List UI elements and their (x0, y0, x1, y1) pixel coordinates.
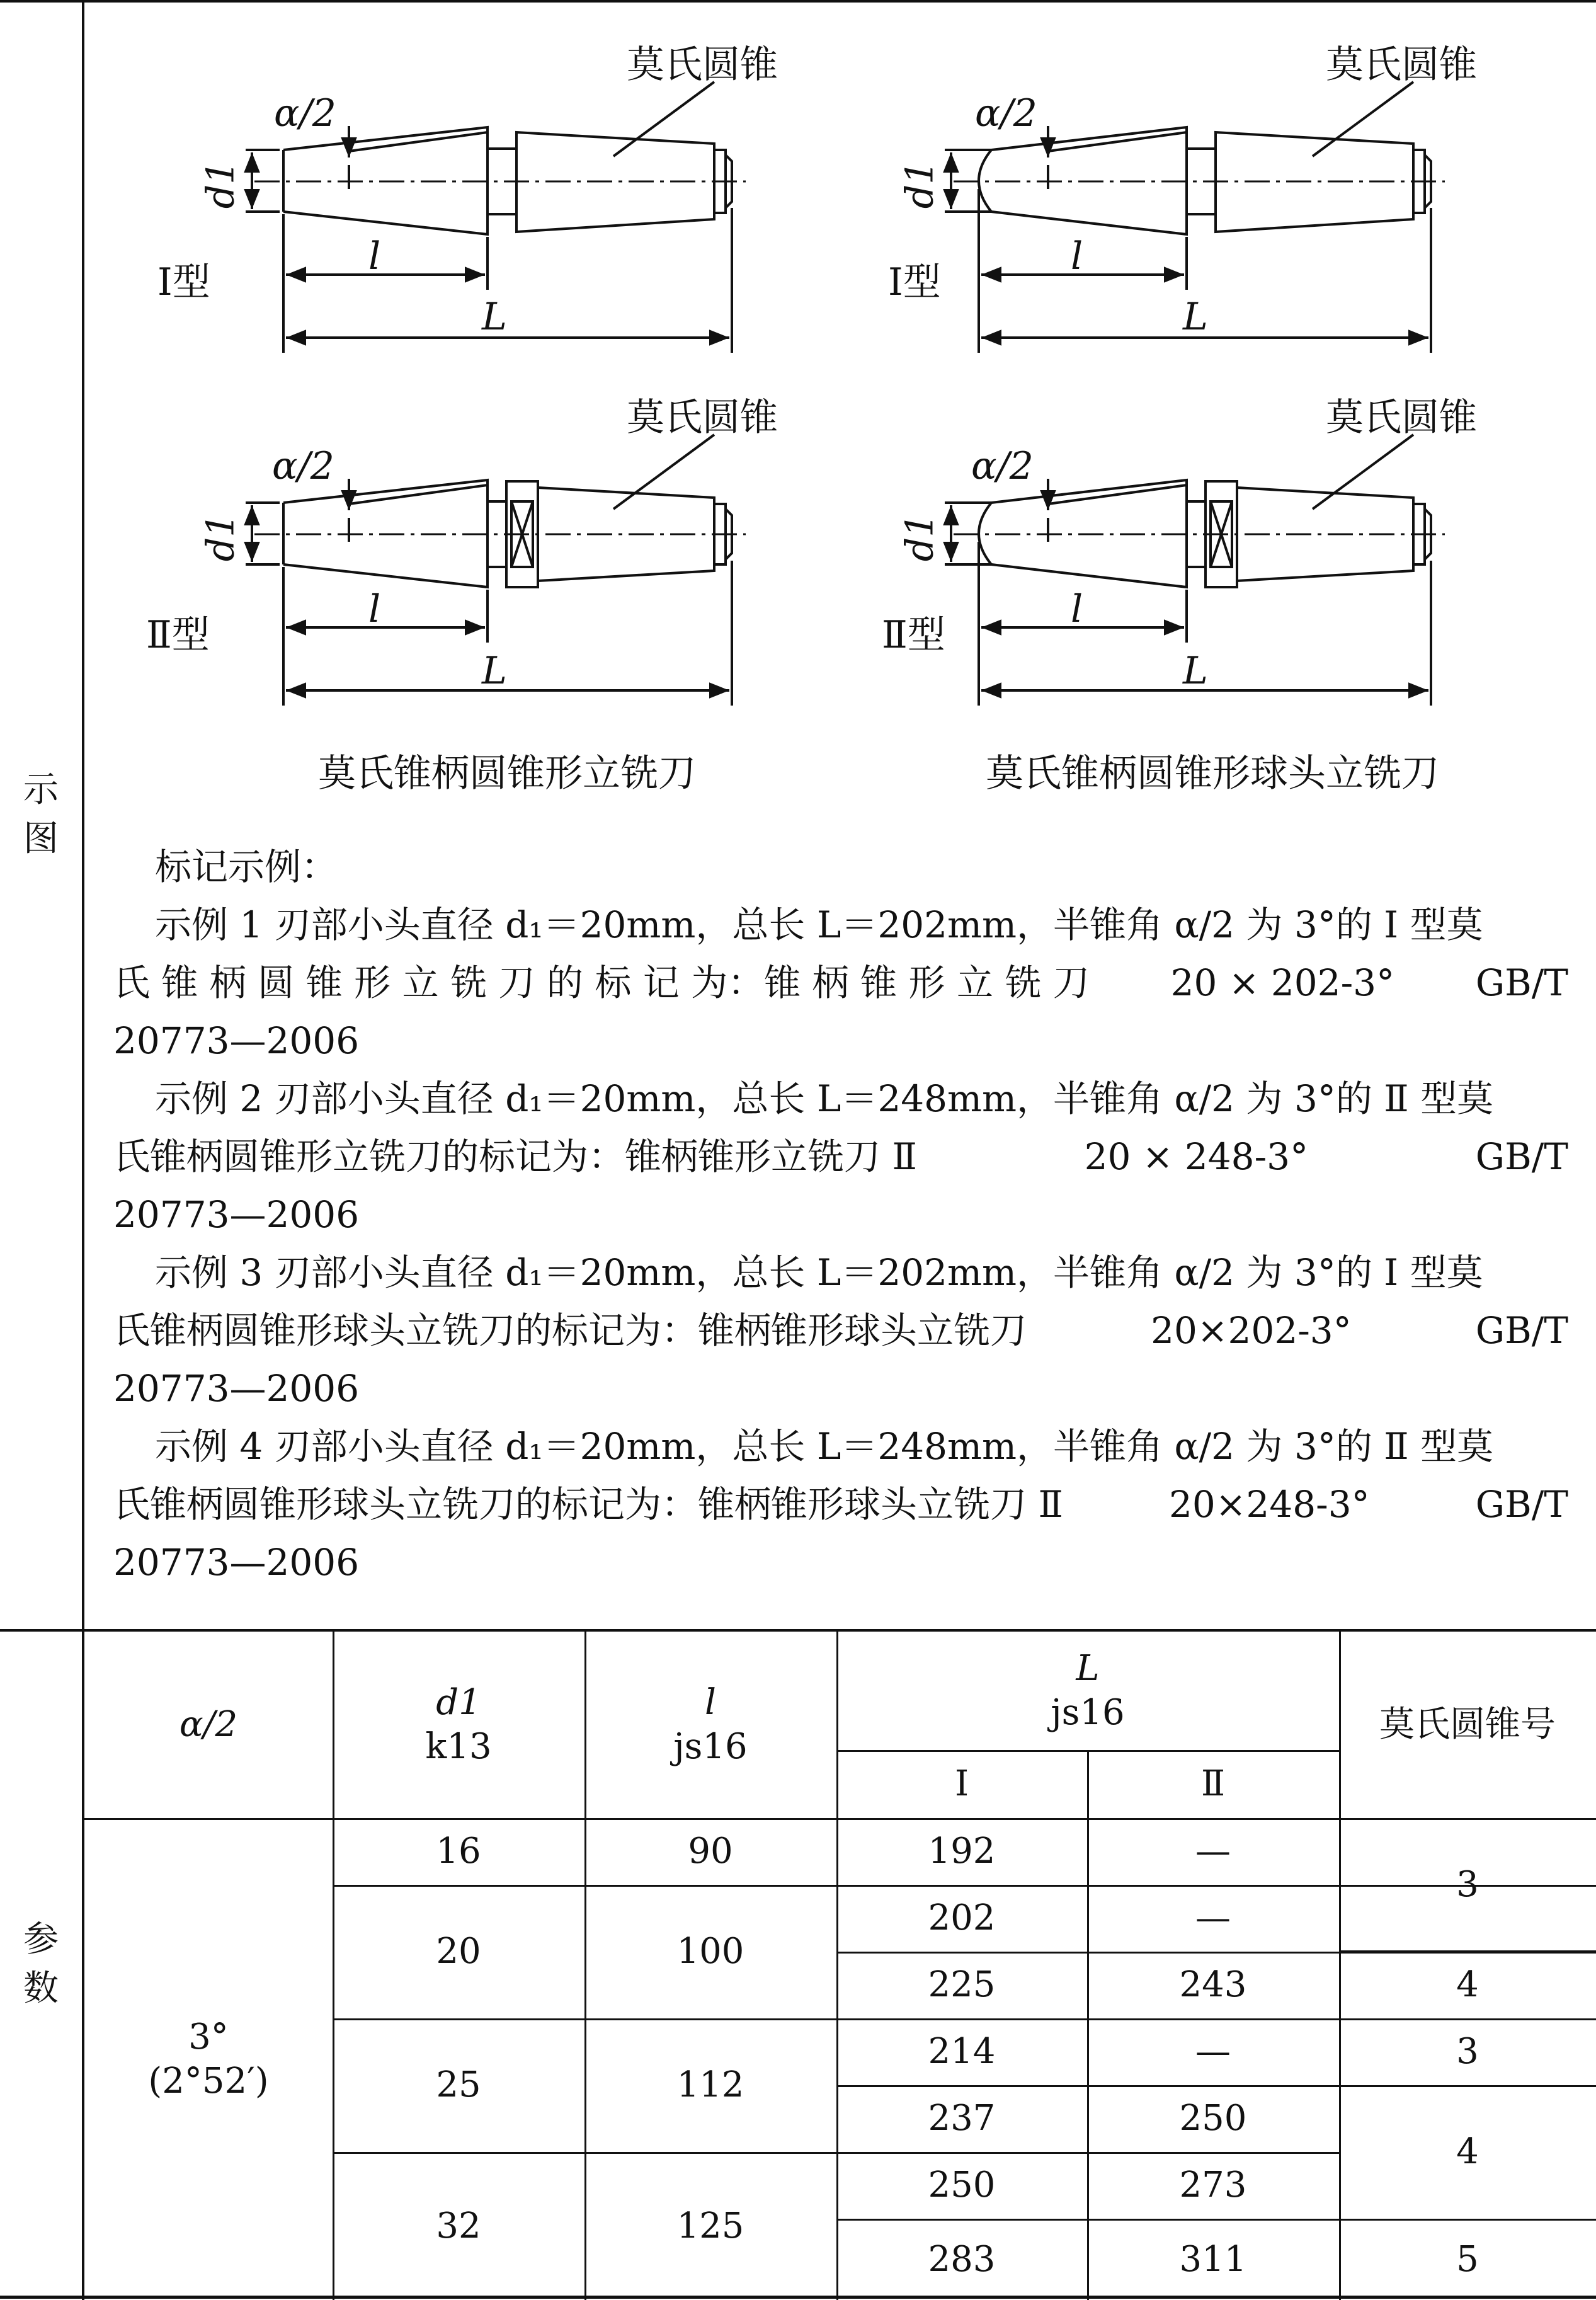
type-label-4: Ⅱ型 (882, 613, 945, 657)
td-L-II: — (1195, 2031, 1231, 2072)
td-morse: 4 (1456, 2131, 1479, 2172)
td-L-II: — (1195, 1897, 1231, 1938)
td-l: 100 (676, 1931, 744, 1972)
L-label-3: L (482, 649, 507, 693)
example-1-line1: 示例 1 刃部小头直径 d₁＝20mm，总长 L＝202mm，半锥角 α/2 为 3°的 Ⅰ 型莫 (155, 903, 1483, 946)
side-label-illustration: 示 图 (23, 769, 59, 859)
td-alpha: 3° (2°52′) (148, 2016, 269, 2102)
d1-label-4: d1 (898, 513, 942, 562)
type-label-2: Ⅰ型 (888, 260, 941, 304)
th-L-II: Ⅱ (1200, 1763, 1226, 1804)
alpha-label-2: α/2 (975, 91, 1037, 135)
alpha-label-4: α/2 (971, 444, 1034, 488)
example-3-line3: 20773—2006 (113, 1367, 360, 1410)
type-label-3: Ⅱ型 (146, 613, 210, 657)
td-morse: 4 (1456, 1964, 1479, 2005)
td-L-II: 273 (1179, 2165, 1247, 2206)
td-L-I: 214 (928, 2031, 996, 2072)
example-1-line3: 20773—2006 (113, 1019, 360, 1062)
th-d1: d1 k13 (425, 1682, 492, 1767)
td-morse: 3 (1456, 2031, 1479, 2072)
L-label-4: L (1183, 649, 1208, 693)
td-L-II: — (1195, 1831, 1231, 1872)
l-label-4: l (1071, 587, 1083, 631)
l-label-1: l (368, 234, 381, 278)
caption-right: 莫氏锥柄圆锥形球头立铣刀 (986, 752, 1439, 796)
td-l: 112 (676, 2064, 744, 2105)
td-L-I: 283 (928, 2238, 996, 2280)
marking-examples (113, 838, 1568, 1591)
example-1-line2: 氏 锥 柄 圆 锥 形 立 铣 刀 的 标 记 为：锥 柄 锥 形 立 铣 刀 20 × 202-3° GB/T (113, 961, 1568, 1004)
td-L-II: 250 (1179, 2098, 1247, 2139)
morse-label-3: 莫氏圆锥 (627, 396, 778, 440)
th-morse: 莫氏圆锥号 (1379, 1704, 1556, 1745)
l-label-2: l (1071, 234, 1083, 278)
td-d1: 16 (436, 1831, 481, 1872)
L-label-2: L (1183, 295, 1208, 339)
example-4-line3: 20773—2006 (113, 1541, 360, 1584)
d1-label-1: d1 (198, 160, 243, 209)
example-2-line2: 氏锥柄圆锥形立铣刀的标记为：锥柄锥形立铣刀 Ⅱ 20 × 248-3° GB/T (113, 1135, 1568, 1178)
example-4-line1: 示例 4 刃部小头直径 d₁＝20mm，总长 L＝248mm，半锥角 α/2 为 3°的 Ⅱ 型莫 (155, 1425, 1494, 1468)
example-4-line2: 氏锥柄圆锥形球头立铣刀的标记为：锥柄锥形球头立铣刀 Ⅱ 20×248-3° GB/T (113, 1483, 1568, 1526)
alpha-label-1: α/2 (274, 91, 336, 135)
td-morse: 5 (1456, 2238, 1479, 2280)
notes-heading: 标记示例： (155, 845, 338, 888)
l-label-3: l (368, 587, 381, 631)
example-2-line3: 20773—2006 (113, 1193, 360, 1236)
td-l: 125 (676, 2205, 744, 2246)
d1-label-2: d1 (898, 160, 942, 209)
td-morse: 3 (1456, 1864, 1479, 1905)
L-label-1: L (482, 295, 507, 339)
type-label-1: Ⅰ型 (157, 260, 210, 304)
td-L-I: 250 (928, 2165, 996, 2206)
morse-label-1: 莫氏圆锥 (627, 43, 778, 87)
d1-label-3: d1 (198, 513, 243, 562)
td-L-II: 311 (1179, 2238, 1247, 2280)
side-label-parameters: 参 数 (23, 1919, 59, 2009)
th-L-I: Ⅰ (954, 1763, 969, 1804)
td-L-I: 225 (928, 1964, 996, 2005)
morse-label-2: 莫氏圆锥 (1326, 43, 1477, 87)
example-3-line2: 氏锥柄圆锥形球头立铣刀的标记为：锥柄锥形球头立铣刀 20×202-3° GB/T (113, 1309, 1568, 1352)
td-d1: 25 (436, 2064, 481, 2105)
alpha-label-3: α/2 (272, 444, 334, 488)
tbl-hline-morse-split (1339, 1950, 1596, 1952)
td-L-I: 192 (928, 1831, 996, 1872)
morse-label-4: 莫氏圆锥 (1326, 396, 1477, 440)
td-d1: 32 (436, 2205, 481, 2246)
td-l: 90 (688, 1831, 733, 1872)
caption-left: 莫氏锥柄圆锥形立铣刀 (318, 752, 696, 796)
td-L-II: 243 (1179, 1964, 1247, 2005)
example-2-line1: 示例 2 刃部小头直径 d₁＝20mm，总长 L＝248mm，半锥角 α/2 为 3°的 Ⅱ 型莫 (155, 1077, 1494, 1120)
parameter-table (84, 1632, 1596, 2300)
td-d1: 20 (436, 1931, 481, 1972)
td-L-I: 237 (928, 2098, 996, 2139)
th-l: l js16 (673, 1682, 748, 1767)
th-L: L js16 (1051, 1648, 1125, 1733)
th-alpha: α/2 (179, 1704, 238, 1745)
td-L-I: 202 (928, 1897, 996, 1938)
example-3-line1: 示例 3 刃部小头直径 d₁＝20mm，总长 L＝202mm，半锥角 α/2 为 3°的 Ⅰ 型莫 (155, 1251, 1483, 1294)
